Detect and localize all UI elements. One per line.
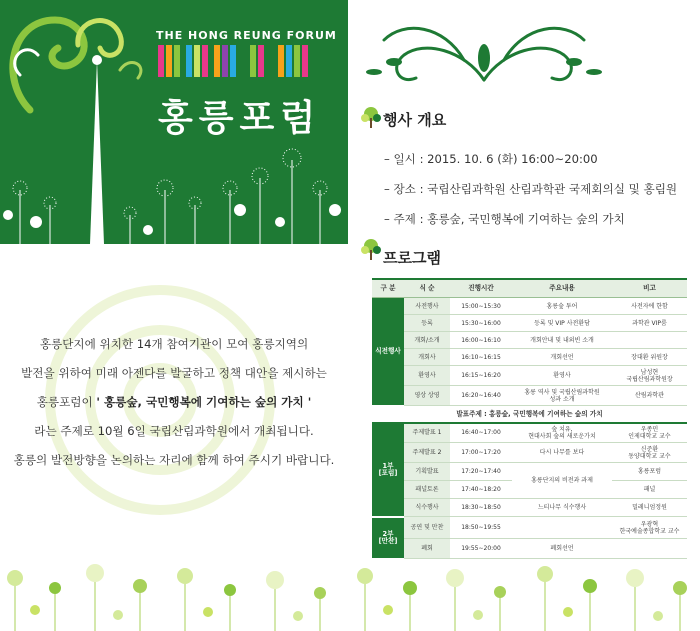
time-cell: 16:20∼16:40 — [450, 386, 512, 406]
time-cell: 17:40∼18:20 — [450, 481, 512, 499]
order-cell: 개회사 — [404, 349, 450, 366]
table-row — [372, 366, 687, 386]
forum-banner — [0, 0, 348, 244]
content-cell: 환영사 — [512, 366, 612, 386]
note-cell — [612, 539, 687, 559]
overview-title: 행사 개요 — [383, 111, 447, 129]
overview-theme: – 주제 : 홍릉숲, 국민행복에 기여하는 숲의 가치 — [384, 212, 625, 226]
forum-english-title: THE HONG REUNG FORUM — [156, 29, 337, 42]
order-cell: 기획발표 — [404, 463, 450, 481]
column-header: 식 순 — [404, 279, 450, 298]
time-cell: 18:30∼18:50 — [450, 499, 512, 517]
order-cell: 영상 상영 — [404, 386, 450, 406]
time-cell: 19:55∼20:00 — [450, 539, 512, 559]
time-cell: 17:20∼17:40 — [450, 463, 512, 481]
note-cell: 우종민 인제대학교 교수 — [612, 423, 687, 443]
content-cell: 개회안내 및 내외빈 소개 — [512, 332, 612, 349]
ornament-icon — [364, 10, 604, 90]
forum-korean-title: 홍릉포럼 — [158, 98, 322, 139]
time-cell: 16:00∼16:10 — [450, 332, 512, 349]
note-cell: 과학관 VIP룸 — [612, 315, 687, 332]
note-cell — [612, 332, 687, 349]
table-row — [372, 423, 687, 443]
intro-line: 발전을 위하여 미래 아젠다를 발굴하고 정책 대안을 제시하는 — [21, 366, 327, 380]
order-cell: 공연 및 만찬 — [404, 517, 450, 539]
intro-line: 홍릉의 발전방향을 논의하는 자리에 함께 하여 주시기 바랍니다. — [13, 453, 335, 467]
column-header: 비고 — [612, 279, 687, 298]
time-cell: 15:30∼16:00 — [450, 315, 512, 332]
order-cell: 패널토론 — [404, 481, 450, 499]
content-cell: 홍릉 역사 및 국립산림과학원 성과 소개 — [512, 386, 612, 406]
table-row — [372, 298, 687, 315]
flower-border-icon — [0, 560, 700, 631]
content-cell: 등록 및 VIP 사전환담 — [512, 315, 612, 332]
overview-date: – 일시 : 2015. 10. 6 (화) 16:00∼20:00 — [384, 152, 598, 166]
note-cell: 사전자에 한함 — [612, 298, 687, 315]
table-row — [372, 499, 687, 517]
table-row — [372, 386, 687, 406]
note-cell: 우광혁 한국예술종합학교 교수 — [612, 517, 687, 539]
content-cell: 폐회선언 — [512, 539, 612, 559]
table-row — [372, 332, 687, 349]
table-row — [372, 443, 687, 463]
intro-highlight-text: ' 홍릉숲, 국민행복에 기여하는 숲의 가치 ' — [96, 395, 312, 409]
time-cell: 16:40∼17:00 — [450, 423, 512, 443]
column-header: 주요내용 — [512, 279, 612, 298]
table-header-row — [372, 279, 687, 298]
overview-venue: – 장소 : 국립산림과학원 산림과학관 국제회의실 및 홍림원 — [384, 182, 678, 196]
table-row — [372, 349, 687, 366]
table-row — [372, 517, 687, 539]
note-cell: 산림과학관 — [612, 386, 687, 406]
order-cell: 사전행사 — [404, 298, 450, 315]
order-cell: 주제발표 1 — [404, 423, 450, 443]
content-cell: 숲 치유, 현대사회 숲의 새로운가치 — [512, 423, 612, 443]
time-cell: 16:15∼16:20 — [450, 366, 512, 386]
order-cell: 개회/소개 — [404, 332, 450, 349]
table-row — [372, 539, 687, 559]
note-cell: 홍릉포럼 — [612, 463, 687, 481]
overview-list — [384, 148, 684, 238]
tree-icon — [360, 238, 382, 260]
category-cell: 2부 [만찬] — [372, 517, 404, 559]
intro-line: 홍릉단지에 위치한 14개 참여기관이 모여 홍릉지역의 — [39, 337, 309, 351]
order-cell: 주제발표 2 — [404, 443, 450, 463]
note-cell: 밀레니엄정원 — [612, 499, 687, 517]
note-cell: 신준환 동양대학교 교수 — [612, 443, 687, 463]
order-cell: 식수행사 — [404, 499, 450, 517]
content-cell: 느티나무 식수행사 — [512, 499, 612, 517]
program-table — [372, 278, 687, 560]
content-cell: 다시 나무를 보다 — [512, 443, 612, 463]
note-cell: 패널 — [612, 481, 687, 499]
intro-highlight-prefix: 홍릉포럼이 — [36, 395, 93, 409]
note-cell: 남성현 국립산림과학원장 — [612, 366, 687, 386]
theme-row — [372, 406, 687, 423]
note-cell: 장대환 위원장 — [612, 349, 687, 366]
time-cell: 18:50∼19:55 — [450, 517, 512, 539]
theme-cell: 발표주제 : 홍릉숲, 국민행복에 기여하는 숲의 가치 — [372, 406, 687, 423]
column-header: 구 분 — [372, 279, 404, 298]
column-header: 진행시간 — [450, 279, 512, 298]
time-cell: 15:00∼15:30 — [450, 298, 512, 315]
content-cell: 홍릉숲 투어 — [512, 298, 612, 315]
order-cell: 폐회 — [404, 539, 450, 559]
program-title: 프로그램 — [383, 249, 441, 267]
intro-line: 라는 주제로 10월 6일 국립산림과학원에서 개최됩니다. — [34, 424, 314, 438]
time-cell: 16:10∼16:15 — [450, 349, 512, 366]
intro-highlight-line — [0, 388, 348, 417]
order-cell: 환영사 — [404, 366, 450, 386]
tree-icon — [360, 106, 382, 128]
table-row — [372, 463, 687, 481]
content-cell — [512, 517, 612, 539]
content-cell: 홍릉단지의 비전과 과제 — [512, 463, 612, 499]
category-cell: 식전행사 — [372, 298, 404, 406]
time-cell: 17:00∼17:20 — [450, 443, 512, 463]
category-cell: 1부 [포럼] — [372, 423, 404, 517]
table-row — [372, 315, 687, 332]
order-cell: 등록 — [404, 315, 450, 332]
intro-paragraph — [0, 330, 348, 475]
content-cell: 개회선언 — [512, 349, 612, 366]
